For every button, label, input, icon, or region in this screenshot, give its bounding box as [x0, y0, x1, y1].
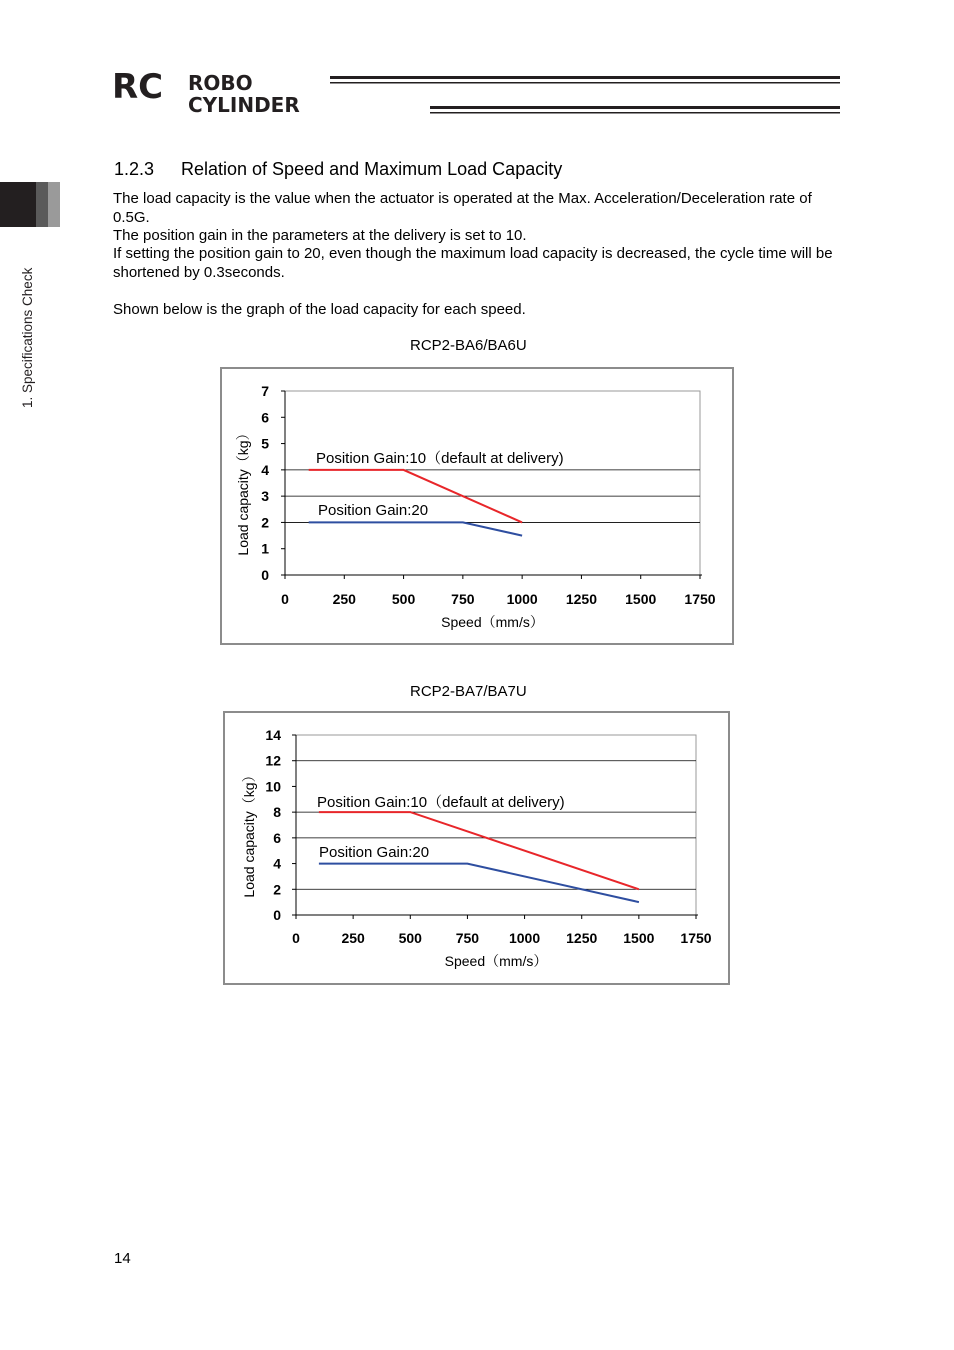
section-heading	[114, 159, 562, 180]
y-tick-label: 1	[261, 540, 269, 557]
x-tick-label: 1000	[508, 930, 541, 946]
x-tick-label: 750	[455, 930, 480, 946]
x-tick-label: 1500	[623, 930, 655, 946]
robo-cylinder-logo	[112, 68, 842, 120]
x-tick-label: 250	[332, 591, 356, 607]
y-tick-label: 6	[261, 409, 269, 426]
series-label-gain20: Position Gain:20	[318, 502, 429, 519]
section-number: 1.2.3	[114, 159, 155, 179]
x-tick-label: 1000	[506, 591, 538, 607]
x-axis-label: Speed（mm/s）	[441, 614, 544, 630]
chapter-label: 1. Specifications Check	[20, 267, 35, 408]
paragraph-graph-intro: Shown below is the graph of the load capacity for each speed.	[113, 301, 526, 318]
logo-line1: ROBO	[188, 71, 253, 95]
x-tick-label: 1500	[625, 591, 657, 607]
y-tick-label: 5	[261, 435, 269, 452]
y-tick-label: 14	[265, 727, 281, 743]
chart1-plot	[222, 369, 732, 643]
paragraph-cycle-time: If setting the position gain to 20, even though the maximum load capacity is decreased, the cycle time will be shortened by 0.3seconds.	[113, 245, 833, 281]
chart2-frame	[223, 711, 730, 985]
chart1-frame	[220, 367, 734, 645]
x-tick-label: 0	[281, 591, 289, 607]
series-label-gain10: Position Gain:10（default at delivery)	[316, 450, 564, 467]
y-tick-label: 2	[261, 514, 269, 531]
y-tick-label: 0	[273, 907, 281, 923]
series-line-gain20	[319, 864, 639, 903]
y-tick-label: 8	[273, 804, 281, 821]
x-tick-label: 250	[341, 930, 365, 946]
y-axis-label: Load capacity（kg）	[241, 768, 257, 898]
y-tick-label: 4	[261, 461, 269, 478]
x-tick-label: 1250	[566, 930, 598, 946]
x-tick-label: 500	[398, 930, 422, 946]
y-tick-label: 2	[273, 881, 281, 898]
y-axis-label: Load capacity（kg）	[235, 426, 251, 556]
y-tick-label: 0	[261, 567, 269, 583]
series-label-gain20: Position Gain:20	[319, 844, 430, 861]
y-tick-label: 10	[265, 778, 281, 795]
chart2-plot	[225, 713, 728, 983]
paragraph-acceleration: The load capacity is the value when the actuator is operated at the Max. Acceleration/Deceleration rate of 0.5G.	[113, 190, 812, 226]
section-title: Relation of Speed and Maximum Load Capacity	[181, 159, 563, 179]
plot-area	[285, 391, 700, 575]
chart1-title: RCP2-BA6/BA6U	[410, 337, 527, 354]
x-tick-label: 1750	[680, 930, 712, 946]
series-line-gain20	[309, 522, 522, 535]
paragraph-position-gain: The position gain in the parameters at the delivery is set to 10.	[113, 227, 527, 244]
page-number: 14	[114, 1250, 131, 1267]
chart2-title: RCP2-BA7/BA7U	[410, 683, 527, 700]
y-tick-label: 3	[261, 488, 269, 505]
y-tick-label: 12	[265, 752, 281, 769]
x-tick-label: 500	[391, 591, 416, 607]
x-axis-label: Speed（mm/s）	[444, 953, 548, 969]
y-tick-label: 6	[273, 829, 281, 846]
y-tick-label: 4	[273, 855, 281, 872]
y-tick-label: 7	[261, 383, 269, 399]
logo-line2: CYLINDER	[188, 93, 300, 117]
x-tick-label: 1750	[684, 591, 716, 607]
x-tick-label: 1250	[565, 591, 598, 607]
logo-letters: RC	[112, 68, 164, 107]
series-label-gain10: Position Gain:10（default at delivery)	[317, 794, 565, 811]
x-tick-label: 750	[451, 591, 475, 607]
x-tick-label: 0	[292, 930, 300, 946]
